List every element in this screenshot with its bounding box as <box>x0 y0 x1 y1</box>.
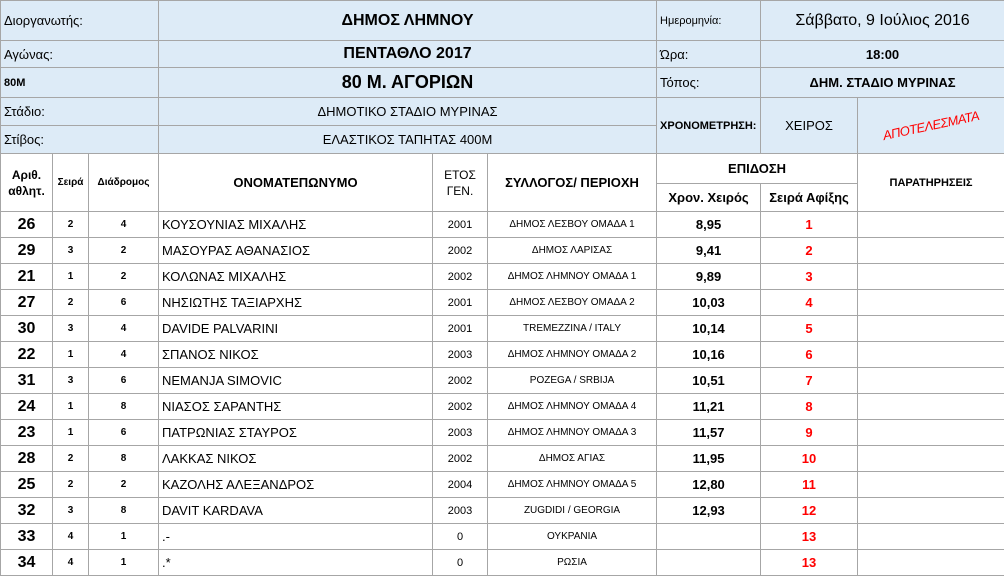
track-label: Στίβος: <box>1 126 159 154</box>
cell-heat: 2 <box>53 212 89 238</box>
cell-finish-order: 11 <box>761 472 858 498</box>
cell-club: ΔΗΜΟΣ ΛΗΜΝΟΥ ΟΜΑΔΑ 5 <box>488 472 657 498</box>
cell-lane: 2 <box>89 472 159 498</box>
cell-heat: 4 <box>53 524 89 550</box>
date-label: Ημερομηνία: <box>657 1 761 41</box>
cell-hand-time: 9,89 <box>657 264 761 290</box>
cell-name: .- <box>159 524 433 550</box>
cell-finish-order: 2 <box>761 238 858 264</box>
cell-hand-time <box>657 550 761 576</box>
cell-finish-order: 13 <box>761 550 858 576</box>
header-row-race <box>1 68 1004 98</box>
results-stamp: ΑΠΟΤΕΛΕΣΜΑΤΑ <box>858 98 1004 154</box>
cell-club: ΔΗΜΟΣ ΛΗΜΝΟΥ ΟΜΑΔΑ 1 <box>488 264 657 290</box>
cell-heat: 2 <box>53 472 89 498</box>
cell-lane: 4 <box>89 342 159 368</box>
table-row <box>1 342 1004 368</box>
col-finish-order: Σειρά Αφίξης <box>761 184 858 212</box>
organizer-label: Διοργανωτής: <box>1 1 159 41</box>
cell-finish-order: 7 <box>761 368 858 394</box>
cell-name: NEMANJA SIMOVIC <box>159 368 433 394</box>
cell-club: ΔΗΜΟΣ ΛΑΡΙΣΑΣ <box>488 238 657 264</box>
cell-lane: 2 <box>89 264 159 290</box>
table-row <box>1 316 1004 342</box>
header-row-event <box>1 41 1004 68</box>
cell-lane: 8 <box>89 498 159 524</box>
race-value: 80 Μ. ΑΓΟΡΙΩΝ <box>159 68 657 98</box>
table-row <box>1 238 1004 264</box>
cell-club: ΔΗΜΟΣ ΑΓΙΑΣ <box>488 446 657 472</box>
table-row <box>1 420 1004 446</box>
cell-name: .* <box>159 550 433 576</box>
cell-year: 2002 <box>433 394 488 420</box>
cell-bib: 29 <box>1 238 53 264</box>
cell-finish-order: 9 <box>761 420 858 446</box>
cell-bib: 32 <box>1 498 53 524</box>
cell-year: 2003 <box>433 420 488 446</box>
cell-heat: 4 <box>53 550 89 576</box>
cell-lane: 1 <box>89 550 159 576</box>
cell-finish-order: 1 <box>761 212 858 238</box>
cell-lane: 6 <box>89 368 159 394</box>
column-header-row <box>1 154 1004 184</box>
header-row-organizer <box>1 1 1004 41</box>
cell-heat: 1 <box>53 420 89 446</box>
event-label: Αγώνας: <box>1 41 159 68</box>
cell-lane: 8 <box>89 446 159 472</box>
cell-club: ZUGDIDI / GEORGIA <box>488 498 657 524</box>
table-row <box>1 394 1004 420</box>
cell-name: ΠΑΤΡΩΝΙΑΣ ΣΤΑΥΡΟΣ <box>159 420 433 446</box>
header-row-stadium <box>1 98 1004 126</box>
cell-finish-order: 4 <box>761 290 858 316</box>
cell-bib: 22 <box>1 342 53 368</box>
timing-label: ΧΡΟΝΟΜΕΤΡΗΣΗ: <box>657 98 761 154</box>
cell-bib: 31 <box>1 368 53 394</box>
cell-lane: 4 <box>89 212 159 238</box>
cell-heat: 2 <box>53 290 89 316</box>
cell-notes <box>858 446 1004 472</box>
cell-name: ΜΑΣΟΥΡΑΣ ΑΘΑΝΑΣΙΟΣ <box>159 238 433 264</box>
cell-finish-order: 3 <box>761 264 858 290</box>
cell-club: ΔΗΜΟΣ ΛΕΣΒΟΥ ΟΜΑΔΑ 1 <box>488 212 657 238</box>
cell-club: ΡΩΣΙΑ <box>488 550 657 576</box>
cell-hand-time <box>657 524 761 550</box>
event-value: ΠΕΝΤΑΘΛΟ 2017 <box>159 41 657 68</box>
cell-hand-time: 10,51 <box>657 368 761 394</box>
cell-year: 2002 <box>433 238 488 264</box>
track-value: ΕΛΑΣΤΙΚΟΣ ΤΑΠΗΤΑΣ 400Μ <box>159 126 657 154</box>
cell-name: ΚΟΥΣΟΥΝΙΑΣ ΜΙΧΑΛΗΣ <box>159 212 433 238</box>
cell-year: 2002 <box>433 264 488 290</box>
cell-notes <box>858 420 1004 446</box>
col-notes: ΠΑΡΑΤΗΡΗΣΕΙΣ <box>858 154 1004 212</box>
cell-name: ΚΑΖΟΛΗΣ ΑΛΕΞΑΝΔΡΟΣ <box>159 472 433 498</box>
time-value: 18:00 <box>761 41 1004 68</box>
cell-finish-order: 13 <box>761 524 858 550</box>
cell-bib: 23 <box>1 420 53 446</box>
cell-heat: 3 <box>53 238 89 264</box>
cell-year: 2003 <box>433 342 488 368</box>
cell-bib: 25 <box>1 472 53 498</box>
cell-club: ΔΗΜΟΣ ΛΗΜΝΟΥ ΟΜΑΔΑ 4 <box>488 394 657 420</box>
cell-heat: 2 <box>53 446 89 472</box>
table-row <box>1 550 1004 576</box>
cell-bib: 27 <box>1 290 53 316</box>
col-lane: Διάδρομος <box>89 154 159 212</box>
cell-club: ΔΗΜΟΣ ΛΕΣΒΟΥ ΟΜΑΔΑ 2 <box>488 290 657 316</box>
cell-hand-time: 12,93 <box>657 498 761 524</box>
table-row <box>1 498 1004 524</box>
stadium-value: ΔΗΜΟΤΙΚΟ ΣΤΑΔΙΟ ΜΥΡΙΝΑΣ <box>159 98 657 126</box>
cell-hand-time: 11,95 <box>657 446 761 472</box>
cell-club: TREMEZZINA / ITALY <box>488 316 657 342</box>
cell-finish-order: 10 <box>761 446 858 472</box>
cell-bib: 28 <box>1 446 53 472</box>
col-club: ΣΥΛΛΟΓΟΣ/ ΠΕΡΙΟΧΗ <box>488 154 657 212</box>
place-label: Τόπος: <box>657 68 761 98</box>
cell-hand-time: 11,57 <box>657 420 761 446</box>
cell-hand-time: 8,95 <box>657 212 761 238</box>
cell-hand-time: 9,41 <box>657 238 761 264</box>
cell-heat: 3 <box>53 498 89 524</box>
cell-year: 2002 <box>433 446 488 472</box>
col-hand-time: Χρον. Χειρός <box>657 184 761 212</box>
cell-lane: 1 <box>89 524 159 550</box>
cell-notes <box>858 550 1004 576</box>
col-bib: Αριθ. αθλητ. <box>1 154 53 212</box>
cell-heat: 3 <box>53 316 89 342</box>
timing-value: ΧΕΙΡΟΣ <box>761 98 858 154</box>
cell-year: 2004 <box>433 472 488 498</box>
cell-hand-time: 10,16 <box>657 342 761 368</box>
cell-hand-time: 10,03 <box>657 290 761 316</box>
stadium-label: Στάδιο: <box>1 98 159 126</box>
cell-year: 2001 <box>433 290 488 316</box>
cell-year: 2001 <box>433 212 488 238</box>
cell-bib: 34 <box>1 550 53 576</box>
cell-heat: 1 <box>53 394 89 420</box>
table-row <box>1 472 1004 498</box>
cell-lane: 2 <box>89 238 159 264</box>
cell-notes <box>858 394 1004 420</box>
cell-lane: 6 <box>89 420 159 446</box>
table-row <box>1 264 1004 290</box>
cell-club: POZEGA / SRBIJA <box>488 368 657 394</box>
cell-name: ΝΗΣΙΩΤΗΣ ΤΑΞΙΑΡΧΗΣ <box>159 290 433 316</box>
cell-name: DAVIDE PALVARINI <box>159 316 433 342</box>
cell-name: ΣΠΑΝΟΣ ΝΙΚΟΣ <box>159 342 433 368</box>
cell-notes <box>858 498 1004 524</box>
cell-notes <box>858 290 1004 316</box>
cell-name: ΝΙΑΣΟΣ ΣΑΡΑΝΤΗΣ <box>159 394 433 420</box>
cell-hand-time: 10,14 <box>657 316 761 342</box>
cell-notes <box>858 238 1004 264</box>
cell-notes <box>858 368 1004 394</box>
cell-notes <box>858 342 1004 368</box>
date-value: Σάββατο, 9 Ιούλιος 2016 <box>761 1 1004 41</box>
cell-year: 2001 <box>433 316 488 342</box>
cell-notes <box>858 524 1004 550</box>
cell-finish-order: 12 <box>761 498 858 524</box>
table-row <box>1 290 1004 316</box>
col-name: ΟΝΟΜΑΤΕΠΩΝΥΜΟ <box>159 154 433 212</box>
cell-club: ΟΥΚΡΑΝΙΑ <box>488 524 657 550</box>
cell-lane: 6 <box>89 290 159 316</box>
cell-club: ΔΗΜΟΣ ΛΗΜΝΟΥ ΟΜΑΔΑ 2 <box>488 342 657 368</box>
organizer-value: ΔΗΜΟΣ ΛΗΜΝΟΥ <box>159 1 657 41</box>
table-row <box>1 524 1004 550</box>
cell-finish-order: 8 <box>761 394 858 420</box>
col-heat: Σειρά <box>53 154 89 212</box>
cell-bib: 33 <box>1 524 53 550</box>
cell-notes <box>858 472 1004 498</box>
col-year: ΕΤΟΣ ΓΕΝ. <box>433 154 488 212</box>
cell-heat: 1 <box>53 264 89 290</box>
cell-year: 2002 <box>433 368 488 394</box>
col-performance: ΕΠΙΔΟΣΗ <box>657 154 858 184</box>
table-row <box>1 368 1004 394</box>
cell-finish-order: 6 <box>761 342 858 368</box>
cell-finish-order: 5 <box>761 316 858 342</box>
time-label: Ώρα: <box>657 41 761 68</box>
cell-notes <box>858 264 1004 290</box>
cell-hand-time: 11,21 <box>657 394 761 420</box>
cell-bib: 21 <box>1 264 53 290</box>
cell-notes <box>858 212 1004 238</box>
place-value: ΔΗΜ. ΣΤΑΔΙΟ ΜΥΡΙΝΑΣ <box>761 68 1004 98</box>
cell-hand-time: 12,80 <box>657 472 761 498</box>
cell-bib: 30 <box>1 316 53 342</box>
cell-lane: 4 <box>89 316 159 342</box>
race-code: 80M <box>1 68 159 98</box>
cell-name: ΛΑΚΚΑΣ ΝΙΚΟΣ <box>159 446 433 472</box>
cell-year: 2003 <box>433 498 488 524</box>
cell-heat: 1 <box>53 342 89 368</box>
cell-lane: 8 <box>89 394 159 420</box>
cell-heat: 3 <box>53 368 89 394</box>
table-row <box>1 446 1004 472</box>
cell-bib: 26 <box>1 212 53 238</box>
cell-name: DAVIT KARDAVA <box>159 498 433 524</box>
cell-club: ΔΗΜΟΣ ΛΗΜΝΟΥ ΟΜΑΔΑ 3 <box>488 420 657 446</box>
cell-name: ΚΟΛΩΝΑΣ ΜΙΧΑΛΗΣ <box>159 264 433 290</box>
table-row <box>1 212 1004 238</box>
cell-notes <box>858 316 1004 342</box>
cell-year: 0 <box>433 550 488 576</box>
result-rows <box>1 212 1004 576</box>
cell-bib: 24 <box>1 394 53 420</box>
cell-year: 0 <box>433 524 488 550</box>
